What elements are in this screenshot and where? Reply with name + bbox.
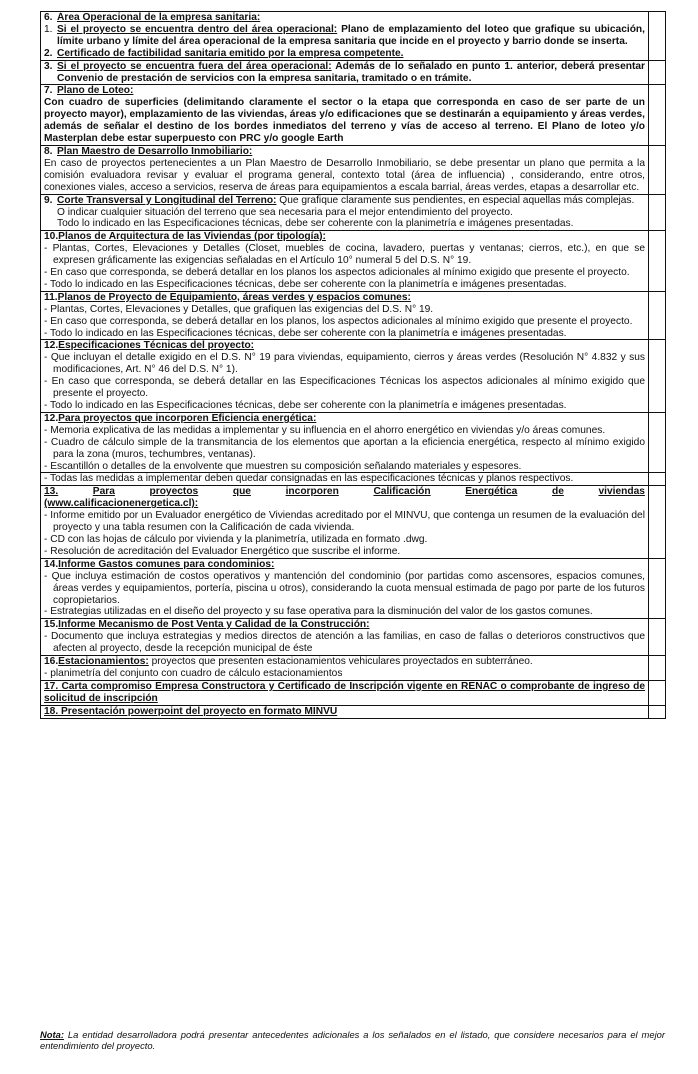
list-item: - planimetría del conjunto con cuadro de cálculo estacionamientos — [44, 667, 343, 679]
section-title: 16.Estacionamientos: proyectos que presenten estacionamientos vehiculares proyectados en subterráneo. — [44, 656, 533, 668]
table-row — [41, 231, 666, 292]
table-row — [41, 412, 666, 473]
check-box-cell[interactable] — [649, 145, 666, 194]
section-15-cell — [41, 619, 649, 656]
check-box-cell[interactable] — [649, 85, 666, 146]
check-box-cell[interactable] — [649, 340, 666, 412]
section-title: 6. Área Operacional de la empresa sanitaria: — [44, 12, 261, 23]
table-row — [41, 85, 666, 146]
footnote — [40, 1029, 665, 1051]
list-item: - Plantas, Cortes, Elevaciones y Detalles (Closet, muebles de cocina, lavadero, puertas y ventanas; cierros, etc.), en que se expresen gráficamente las exigencias señaladas en el Artículo 10° numeral 5 del D.S. N° 19. — [44, 243, 645, 267]
check-box-cell[interactable] — [649, 656, 666, 681]
check-box-cell[interactable] — [649, 680, 666, 705]
section-12b-cell — [41, 412, 649, 473]
list-item: - Informe emitido por un Evaluador energético de Viviendas acreditado por el MINVU, que contenga un resumen de la evaluación del proyecto y una tabla resumen con la Calificación de cada vivienda. — [44, 510, 645, 534]
section-title: 12.Para proyectos que incorporen Eficiencia energética: — [44, 412, 317, 424]
calificacion-url[interactable]: (www.calificacionenergetica.cl): — [44, 498, 199, 510]
requirements-checklist-table — [40, 11, 666, 719]
section-12a-cell — [41, 340, 649, 412]
section-title: 15.Informe Mecanismo de Post Venta y Calidad de la Construcción: — [44, 619, 370, 631]
table-row — [41, 473, 666, 486]
table-row — [41, 145, 666, 194]
section-title: 10.Planos de Arquitectura de las Viviendas (por tipología): — [44, 231, 326, 243]
list-item: - Estrategias utilizadas en el diseño del proyecto y su fase operativa para la disminución del valor de los gastos comunes. — [44, 606, 593, 618]
check-box-cell[interactable] — [649, 231, 666, 292]
table-row — [41, 60, 666, 85]
check-box-cell[interactable] — [649, 412, 666, 473]
section-14-cell — [41, 558, 649, 619]
list-item: - Documento que incluya estrategias y medios directos de atención a las familias, en caso de fallas o deterioros constructivos que afecten al proyecto, desde la recepción municipal de éste — [44, 631, 645, 655]
table-row — [41, 656, 666, 681]
section-title: 17. Carta compromiso Empresa Constructora y Certificado de Inscripción vigente en RENAC o comprobante de ingreso de solicitud de inscripción — [44, 680, 645, 704]
check-box-cell[interactable] — [649, 486, 666, 558]
list-item: - Plantas, Cortes, Elevaciones y Detalles, que grafiquen las exigencias del D.S. N° 19. — [44, 303, 434, 315]
check-box-cell[interactable] — [649, 619, 666, 656]
table-row — [41, 291, 666, 340]
list-item: - Resolución de acreditación del Evaluador Energético que suscribe el informe. — [44, 545, 401, 557]
list-item: - Todas las medidas a implementar deben quedar consignadas en las especificaciones técnicas y planos respectivos. — [44, 473, 574, 485]
list-item: - Que incluya estimación de costos operativos y mantención del condominio (por partidas como ascensores, espacios comunes, áreas verdes y equipamientos, portería, piscina u otros), considerando la cuota mensual estimada de pago por parte de los futuros copropietarios. — [44, 570, 645, 606]
note-text: La entidad desarrolladora podrá presentar antecedentes adicionales a los señalados en el listado, que considere necesarios para el mejor entendimiento del proyecto. — [40, 1029, 665, 1051]
list-item: - En caso que corresponda, se deberá detallar en los planos, los aspectos adicionales al mínimo exigido que presente el proyecto. — [44, 315, 633, 327]
check-box-cell[interactable] — [649, 60, 666, 85]
list-item: - Todo lo indicado en las Especificaciones técnicas, debe ser coherente con la planimetría e imágenes presentadas. — [44, 278, 567, 290]
list-item: - Cuadro de cálculo simple de la transmitancia de los elementos que aportan a la eficiencia energética, respecto al mínimo exigido para la zona (muros, techumbres, ventanas). — [44, 436, 645, 460]
check-box-cell[interactable] — [649, 12, 666, 61]
list-item: - Que incluyan el detalle exigido en el D.S. N° 19 para viviendas, equipamiento, cierros y áreas verdes (Resolución N° 4.832 y sus modificaciones, Art. N° 46 del D.S. N° 1). — [44, 352, 645, 376]
section-title: 18. Presentación powerpoint del proyecto en formato MINVU — [44, 705, 338, 717]
table-row — [41, 340, 666, 412]
section-title: 11.Planos de Proyecto de Equipamiento, áreas verdes y espacios comunes: — [44, 291, 411, 303]
check-box-cell[interactable] — [649, 473, 666, 486]
section-11-cell — [41, 291, 649, 340]
check-box-cell[interactable] — [649, 291, 666, 340]
table-row — [41, 486, 666, 558]
check-box-cell[interactable] — [649, 558, 666, 619]
section-18-cell — [41, 705, 649, 718]
section-12c-cell — [41, 473, 649, 486]
section-item: 2. Certificado de factibilidad sanitaria emitido por la empresa competente. — [44, 47, 404, 59]
section-title: 13. Para proyectos que incorporen Calificación Energética de viviendas — [44, 486, 645, 498]
table-row — [41, 619, 666, 656]
section-item: 1. Si el proyecto se encuentra dentro del área operacional: Plano de emplazamiento del loteo que grafique su ubicación, límite urbano y límite del área operacional de la empresa sanitaria que incide en el proyecto y barrio donde se inserta. — [44, 23, 645, 47]
list-item: - Memoria explicativa de las medidas a implementar y su influencia en el ahorro energético en viviendas y/o áreas comunes. — [44, 424, 606, 436]
section-13-cell — [41, 486, 649, 558]
list-item: - Escantillón o detalles de la envolvente que muestren su composición señalando materiales y espesores. — [44, 460, 522, 472]
section-17-cell — [41, 680, 649, 705]
check-box-cell[interactable] — [649, 705, 666, 718]
section-title: 12.Especificaciones Técnicas del proyecto: — [44, 340, 255, 352]
section-16-cell — [41, 656, 649, 681]
section-6-cell — [41, 12, 649, 61]
section-title: 8. Plan Maestro de Desarrollo Inmobiliario: — [44, 145, 253, 157]
list-item: - Todo lo indicado en las Especificaciones técnicas, debe ser coherente con la planimetría e imágenes presentadas. — [44, 327, 567, 339]
table-row — [41, 705, 666, 718]
section-8-cell: 8. Plan Maestro de Desarrollo Inmobiliario: En caso de proyectos pertenecientes a un Plan Maestro de Desarrollo Inmobiliario, se debe presentar un plano que permita a la comisión evaluadora revisar y evaluar el programa general, contexto total (área de influencia) , considerando, entre otros, conexiones viales, acceso a servicios, reserva de áreas para equipamientos a escala barrial, áreas verdes, etapas a desarrollar etc. — [41, 145, 649, 194]
section-10-cell — [41, 231, 649, 292]
table-row — [41, 194, 666, 231]
section-9-cell: 9. Corte Transversal y Longitudinal del Terreno: Que grafique claramente sus pendientes, en especial aquellas más complejas. O indicar cualquier situación del terreno que sea necesaria para el mejor entendimiento del proyecto. Todo lo indicado en las Especificaciones técnicas, debe ser coherente con la planimetría e imágenes presentadas. — [41, 194, 649, 231]
list-item: - Todo lo indicado en las Especificaciones técnicas, debe ser coherente con la planimetría e imágenes presentadas. — [44, 400, 567, 411]
section-title: 7. Plano de Loteo: — [44, 85, 134, 97]
section-6b-cell: 3. Si el proyecto se encuentra fuera del área operacional: Además de lo señalado en punto 1. anterior, deberá presentar Convenio de prestación de servicios con la empresa sanitaria, tramitado o en trámite. — [41, 60, 649, 85]
table-row — [41, 680, 666, 705]
check-box-cell[interactable] — [649, 194, 666, 231]
requirements-document — [40, 11, 665, 719]
list-item: - CD con las hojas de cálculo por vivienda y la planimetría, utilizada en formato .dwg. — [44, 533, 428, 545]
list-item: - En caso que corresponda, se deberá detallar en las Especificaciones Técnicas los aspectos adicionales al mínimo exigido que presente el proyecto. — [44, 376, 645, 400]
table-row — [41, 558, 666, 619]
list-item: - En caso que corresponda, se deberá detallar en los planos los aspectos adicionales al mínimo exigido que presente el proyecto. — [44, 267, 630, 279]
table-row — [41, 12, 666, 61]
section-title: 14.Informe Gastos comunes para condominios: — [44, 558, 275, 570]
note-label: Nota: — [40, 1029, 64, 1040]
section-7-cell: 7. Plano de Loteo: Con cuadro de superficies (delimitando claramente el sector o la etapa que corresponda en caso de ser parte de un proyecto mayor), emplazamiento de las viviendas, áreas y/o edificaciones que se destinarán a equipamiento y áreas verdes, además de señalar el destino de los bordes inmediatos del terreno y vías de acceso al terreno. El Plano de loteo y/o Masterplan debe estar superpuesto con PRC y/o google Earth — [41, 85, 649, 146]
